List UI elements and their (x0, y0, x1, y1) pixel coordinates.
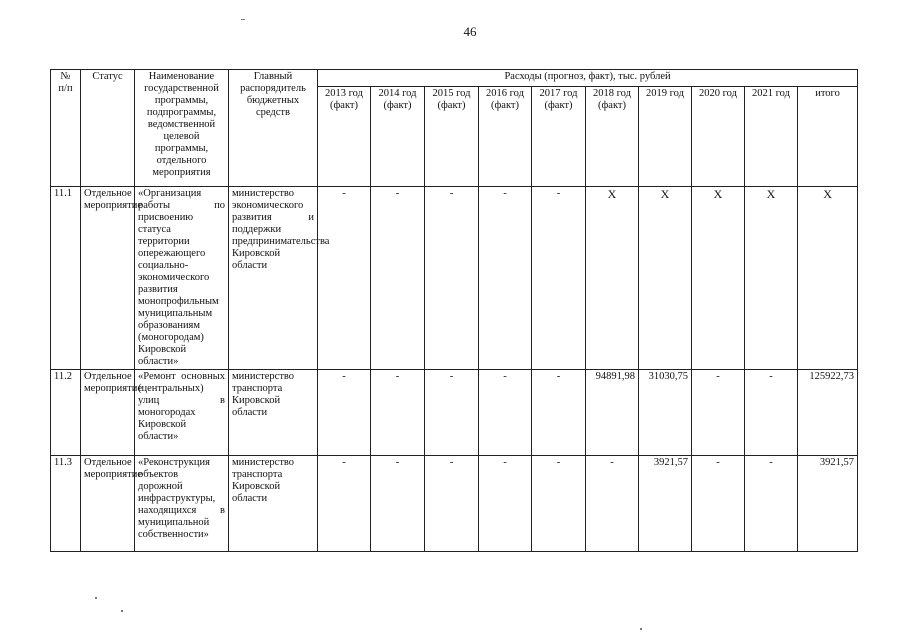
row-value: 3921,57 (639, 456, 692, 552)
scan-speck (241, 19, 245, 20)
scan-speck (95, 597, 97, 599)
col-header-year: 2020 год (692, 87, 745, 187)
col-header-expenses: Расходы (прогноз, факт), тыс. рублей (318, 70, 858, 87)
row-value: 31030,75 (639, 370, 692, 456)
budget-table (50, 69, 858, 552)
row-value: - (479, 456, 532, 552)
row-value: - (479, 370, 532, 456)
col-header-year: 2013 год (факт) (318, 87, 371, 187)
row-name: «Реконструкция объектов дорожной инфраструктуры, находящихся в муниципальной собственности» (135, 456, 229, 552)
row-value: - (371, 370, 425, 456)
row-status: Отдельное мероприятие (81, 187, 135, 370)
col-header-year: 2017 год (факт) (532, 87, 586, 187)
row-num: 11.1 (51, 187, 81, 370)
row-value: - (692, 456, 745, 552)
row-value: - (745, 370, 798, 456)
row-value: - (532, 370, 586, 456)
row-value: X (745, 187, 798, 370)
row-num: 11.3 (51, 456, 81, 552)
col-header-name: Наименование государственной программы, подпрограммы, ведомственной целевой программы, отдельного мероприятия (135, 70, 229, 187)
col-header-year: 2019 год (639, 87, 692, 187)
row-value: - (745, 456, 798, 552)
row-manager: министерство экономического развития и поддержки предпринимательства Кировской области (229, 187, 318, 370)
col-header-num: № п/п (51, 70, 81, 187)
row-name: «Ремонт основных (центральных) улиц в моногородах Кировской области» (135, 370, 229, 456)
scan-speck (640, 628, 642, 630)
row-value: - (318, 456, 371, 552)
row-total: X (798, 187, 858, 370)
scan-speck (121, 610, 123, 612)
page-number: 46 (463, 24, 477, 39)
col-header-year: 2018 год (факт) (586, 87, 639, 187)
row-value: - (532, 187, 586, 370)
row-manager: министерство транспорта Кировской области (229, 456, 318, 552)
row-value: - (371, 456, 425, 552)
col-header-year: 2016 год (факт) (479, 87, 532, 187)
col-header-manager: Главный распорядитель бюджетных средств (229, 70, 318, 187)
row-value: - (692, 370, 745, 456)
row-total: 125922,73 (798, 370, 858, 456)
table-row (51, 370, 858, 456)
row-value: - (425, 370, 479, 456)
table-row (51, 187, 858, 370)
col-header-total: итого (798, 87, 858, 187)
row-status: Отдельное мероприятие (81, 370, 135, 456)
row-value: - (371, 187, 425, 370)
row-value: X (639, 187, 692, 370)
row-num: 11.2 (51, 370, 81, 456)
row-value: - (532, 456, 586, 552)
table-row (51, 456, 858, 552)
row-value: - (425, 456, 479, 552)
row-value: - (425, 187, 479, 370)
row-value: X (692, 187, 745, 370)
row-manager: министерство транспорта Кировской области (229, 370, 318, 456)
header-row (51, 70, 858, 87)
row-total: 3921,57 (798, 456, 858, 552)
row-value: 94891,98 (586, 370, 639, 456)
row-value: - (479, 187, 532, 370)
row-status: Отдельное мероприятие (81, 456, 135, 552)
row-value: - (586, 456, 639, 552)
row-value: X (586, 187, 639, 370)
col-header-status: Статус (81, 70, 135, 187)
row-value: - (318, 187, 371, 370)
row-value: - (318, 370, 371, 456)
col-header-year: 2014 год (факт) (371, 87, 425, 187)
col-header-year: 2021 год (745, 87, 798, 187)
row-name: «Организация работы по присвоению статуса территории опережающего социально-экономического развития монопрофильным муниципальным образованиям (моногородам) Кировской области» (135, 187, 229, 370)
col-header-year: 2015 год (факт) (425, 87, 479, 187)
